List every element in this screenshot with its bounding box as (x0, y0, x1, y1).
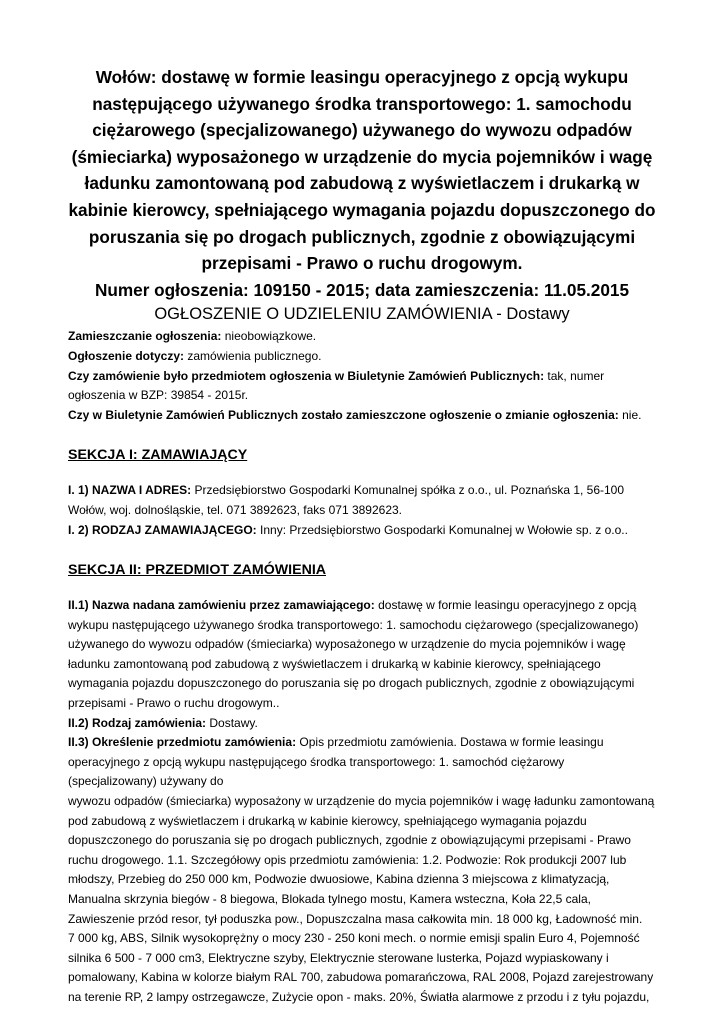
field-value: Przedsiębiorstwo Gospodarki Komunalnej spółka z o.o., ul. Poznańska 1, 56-100 (191, 483, 625, 498)
meta-label: Ogłoszenie dotyczy: (68, 348, 185, 363)
field-value: ruchu drogowego. 1.1. Szczegółowy opis przedmiotu zamówienia: 1.2. Podwozie: Rok produkcji 2007 lub (68, 852, 627, 867)
field-value: wymagania pojazdu dopuszczonego do poruszania się po drogach publicznych, zgodnie z obowiązującymi (68, 676, 635, 691)
field-value: na terenie RP, 2 lampy ostrzegawcze, Zużycie opon - maks. 20%, Światła alarmowe z przodu i z tyłu pojazdu, (68, 989, 650, 1004)
title-line: ciężarowego (specjalizowanego) używanego do wywozu odpadów (92, 120, 632, 141)
field-label: II.1) Nazwa nadana zamówieniu przez zamawiającego: (68, 598, 375, 613)
field-value: młodszy, Przebieg do 250 000 km, Podwozie dwuosiowe, Kabina dzienna 3 miejscowa z klimatyzacją, (68, 872, 610, 887)
meta-value: zamówienia publicznego. (184, 348, 322, 363)
field-value: pod zabudową z wyświetlaczem i drukarką w kabinie kierowcy, spełniającego wymagania pojazdu (68, 813, 587, 828)
field-value: operacyjnego z opcją wykupu następującego środka transportowego: 1. samochód ciężarowy (specjalizowany) używany do (68, 754, 565, 789)
field-value: Dostawy. (206, 715, 258, 730)
title-line: ładunku zamontowaną pod zabudową z wyświetlaczem i drukarką w (84, 173, 640, 194)
order-type (68, 714, 656, 734)
field-label: II.2) Rodzaj zamówienia: (68, 715, 207, 730)
section-subject (68, 561, 656, 1007)
order-description (68, 733, 656, 1007)
field-value: ładunku zamontowaną pod zabudową z wyświetlaczem i drukarką w kabinie kierowcy, spełniającego (68, 656, 601, 671)
authority-type (68, 521, 656, 541)
title-line: następującego używanego środka transportowego: 1. samochodu (92, 93, 632, 114)
field-label: I. 1) NAZWA I ADRES: (68, 483, 192, 498)
document-title (64, 64, 660, 303)
section-heading: SEKCJA I: ZAMAWIAJĄCY (68, 447, 248, 464)
meta-label: Czy w Biuletynie Zamówień Publicznych zostało zamieszczone ogłoszenie o zmianie ogłoszenia: (68, 407, 619, 422)
field-value: pomalowany, Kabina w kolorze białym RAL 700, zabudowa pomarańczowa, RAL 2008, Pojazd zarejestrowany (68, 970, 654, 985)
field-value: Manualna skrzynia biegów - 8 biegowa, Blokada tylnego mostu, Kamera wsteczna, Koła 22,5 cala, (68, 892, 591, 906)
title-line: (śmieciarka) wyposażonego w urządzenie do mycia pojemników i wagę (71, 146, 653, 167)
title-line: poruszania się po drogach publicznych, zgodnie z obowiązującymi (88, 226, 636, 247)
meta-label: Czy zamówienie było przedmiotem ogłoszenia w Biuletynie Zamówień Publicznych: (68, 368, 545, 383)
field-value: przepisami - Prawo o ruchu drogowym.. (68, 696, 280, 711)
field-value: 7 000 kg, ABS, Silnik wysokoprężny o mocy 230 - 250 koni mech. o normie emisji spalin Euro 4, Pojemność (68, 931, 640, 946)
meta-concerns (68, 347, 656, 367)
title-line: Wołów: dostawę w formie leasingu operacyjnego z opcją wykupu (95, 67, 629, 87)
order-name (68, 596, 656, 714)
field-value: silnika 6 500 - 7 000 cm3, Elektryczne szyby, Elektrycznie sterowane lusterka, Pojazd wypiaskowany i (68, 950, 609, 965)
field-value: Inny: Przedsiębiorstwo Gospodarki Komunalnej w Wołowie sp. z o.o.. (256, 522, 628, 537)
document-subtitle: OGŁOSZENIE O UDZIELENIU ZAMÓWIENIA - Dostawy (154, 305, 570, 324)
title-line: kabinie kierowcy, spełniającego wymagania pojazdu dopuszczonego do (68, 199, 656, 220)
meta-value: nie. (618, 407, 642, 422)
field-value: Zawieszenie przód resor, tył poduszka pow., Dopuszczalna masa całkowita min. 18 000 kg, Ładowność min. (68, 911, 643, 926)
field-label: II.3) Określenie przedmiotu zamówienia: (68, 735, 297, 750)
field-value: dostawę w formie leasingu operacyjnego z opcją (374, 598, 637, 613)
meta-value: nieobowiązkowe. (221, 329, 317, 344)
announcement-number: Numer ogłoszenia: 109150 - 2015; data zamieszczenia: 11.05.2015 (94, 279, 630, 300)
meta-label: Zamieszczanie ogłoszenia: (68, 329, 222, 344)
field-value: wywozu odpadów (śmieciarka) wyposażony w urządzenie do mycia pojemników i wagę ładunku zamontowaną (68, 794, 655, 809)
section-heading: SEKCJA II: PRZEDMIOT ZAMÓWIENIA (68, 562, 327, 579)
section-contracting-authority (68, 446, 656, 540)
field-value: wykupu następującego używanego środka transportowego: 1. samochodu ciężarowego (specjalizowanego) (68, 617, 639, 632)
field-value: dopuszczonego do poruszania się po drogach publicznych, zgodnie z obowiązującymi przepisami - Prawo (68, 833, 631, 848)
meta-value: tak, numer (544, 368, 605, 383)
meta-bzp (68, 367, 656, 406)
field-value: Opis przedmiotu zamówienia. Dostawa w formie leasingu (296, 735, 604, 750)
meta-placement (68, 327, 656, 347)
field-value: używanego do wywozu odpadów (śmieciarka) wyposażonego w urządzenie do mycia pojemników i wagę (68, 637, 626, 652)
announcement-meta (68, 327, 656, 425)
title-line: przepisami - Prawo o ruchu drogowym. (201, 253, 523, 274)
meta-value: ogłoszenia w BZP: 39854 - 2015r. (68, 388, 249, 403)
meta-change (68, 406, 656, 426)
field-value: Wołów, woj. dolnośląskie, tel. 071 3892623, faks 071 3892623. (68, 502, 403, 517)
field-label: I. 2) RODZAJ ZAMAWIAJĄCEGO: (68, 522, 257, 537)
authority-name-address (68, 481, 656, 520)
